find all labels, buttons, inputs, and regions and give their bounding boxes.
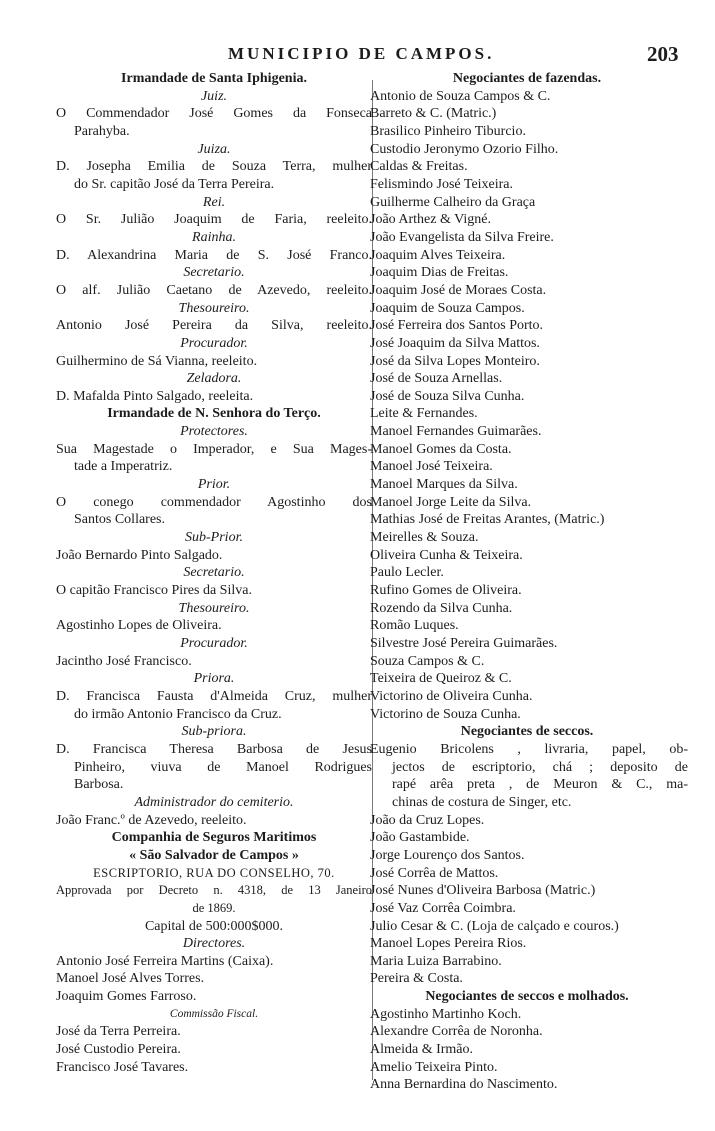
office-address: ESCRIPTORIO, RUA DO CONSELHO, 70. <box>93 865 335 880</box>
right-column <box>366 70 688 1094</box>
role-title: Directores. <box>182 936 246 952</box>
entry-line: O Commendador José Gomes da Fonseca <box>56 106 372 122</box>
merchant-entry: José da Silva Lopes Monteiro. <box>370 353 540 369</box>
entry-line: Joaquim Gomes Farroso. <box>56 989 197 1005</box>
merchant-entry: José Vaz Corrêa Coimbra. <box>370 900 516 916</box>
entry-line: Agostinho Lopes de Oliveira. <box>56 618 222 634</box>
merchant-entry: José Joaquim da Silva Mattos. <box>370 335 540 351</box>
role-title: Sub-priora. <box>181 724 247 740</box>
merchant-entry: José de Souza Arnellas. <box>370 371 503 387</box>
entry-line: D. Alexandrina Maria de S. José Franco. <box>56 247 372 263</box>
role-title: Thesoureiro. <box>178 300 250 316</box>
merchant-entry: Victorino de Souza Cunha. <box>370 706 521 722</box>
entry-line: Antonio José Ferreira Martins (Caixa). <box>56 953 274 969</box>
merchant-entry: João da Cruz Lopes. <box>370 812 485 828</box>
merchant-entry: Pereira & Costa. <box>370 971 463 987</box>
merchant-entry: Rozendo da Silva Cunha. <box>370 600 513 616</box>
merchant-entry: Joaquim Alves Teixeira. <box>370 247 506 263</box>
capital-line: Capital de 500:000$000. <box>144 918 284 934</box>
merchant-entry: Caldas & Freitas. <box>370 159 468 175</box>
entry-line: Guilhermino de Sá Vianna, reeleito. <box>56 353 258 369</box>
role-title: Procurador. <box>180 335 248 351</box>
entry-line: João Franc.º de Azevedo, reeleito. <box>56 812 247 828</box>
role-title: Sub-Prior. <box>185 530 243 546</box>
section-heading: Irmandade de Santa Iphigenia. <box>121 71 307 86</box>
merchant-entry: João Gastambide. <box>370 830 470 846</box>
merchant-entry: Custodio Jeronymo Ozorio Filho. <box>370 141 559 157</box>
merchant-entry: José de Souza Silva Cunha. <box>370 388 525 404</box>
merchant-entry: Romão Luques. <box>370 618 459 634</box>
entry-line: Francisco José Tavares. <box>56 1059 189 1075</box>
merchant-entry: Manoel José Teixeira. <box>370 459 493 475</box>
merchant-entry: Antonio de Souza Campos & C. <box>370 88 551 104</box>
entry-line: Jacintho José Francisco. <box>56 653 192 669</box>
role-title: Protectores. <box>180 424 248 440</box>
decree-note: de 1869. <box>192 900 236 915</box>
role-title: Juiz. <box>200 88 228 104</box>
role-title: Rainha. <box>192 229 236 245</box>
merchant-entry: Teixeira de Queiroz & C. <box>370 671 512 687</box>
entry-line: Manoel José Alves Torres. <box>56 971 205 987</box>
entry-continuation: tade a Imperatriz. <box>74 459 173 475</box>
merchant-entry: Julio Cesar & C. (Loja de calçado e couros.) <box>370 918 619 934</box>
entry-continuation: Barbosa. <box>74 777 124 793</box>
page-number: 203 <box>647 42 679 66</box>
merchant-entry: Amelio Teixeira Pinto. <box>370 1059 498 1075</box>
merchant-entry: Souza Campos & C. <box>370 653 485 669</box>
decree-note: Approvada por Decreto n. 4318, de 13 Janeiro <box>56 883 372 898</box>
entry-line: José da Terra Perreira. <box>56 1024 181 1040</box>
merchant-entry: Manoel Marques da Silva. <box>370 477 518 493</box>
entry-continuation: Pinheiro, viuva de Manoel Rodrigues <box>74 759 372 775</box>
section-heading: Irmandade de N. Senhora do Terço. <box>107 406 321 422</box>
entry-line: O capitão Francisco Pires da Silva. <box>56 583 252 599</box>
merchant-entry: Meirelles & Souza. <box>370 530 479 546</box>
merchant-entry: Mathias José de Freitas Arantes, (Matric.) <box>370 512 605 528</box>
merchant-entry: Brasilico Pinheiro Tiburcio. <box>370 123 526 139</box>
running-title: MUNICIPIO DE CAMPOS. <box>228 44 495 63</box>
entry-line: D. Francisca Theresa Barbosa de Jesus <box>56 741 372 757</box>
section-heading: Negociantes de seccos. <box>460 724 594 740</box>
entry-line: D. Josepha Emilia de Souza Terra, mulher <box>56 159 372 175</box>
role-title: Priora. <box>193 671 235 687</box>
entry-line: Antonio José Pereira da Silva, reeleito. <box>56 318 372 334</box>
merchant-entry: Joaquim de Souza Campos. <box>370 300 525 316</box>
entry-line: D. Francisca Fausta d'Almeida Cruz, mulher <box>56 688 372 704</box>
entry-continuation: rapé arêa preta , de Meuron & C., ma- <box>392 777 688 793</box>
merchant-entry: Barreto & C. (Matric.) <box>370 106 497 122</box>
merchant-entry: Joaquim José de Moraes Costa. <box>370 282 547 298</box>
merchant-entry: Manoel Gomes da Costa. <box>370 441 512 457</box>
entry-line: João Bernardo Pinto Salgado. <box>56 547 223 563</box>
merchant-entry: Manoel Fernandes Guimarães. <box>370 424 542 440</box>
merchant-entry: Joaquim Dias de Freitas. <box>370 265 509 281</box>
role-title: Thesoureiro. <box>178 600 250 616</box>
role-title: Administrador do cemiterio. <box>134 794 294 810</box>
entry-continuation: chinas de costura de Singer, etc. <box>392 794 572 810</box>
role-title: Commissão Fiscal. <box>169 1007 259 1020</box>
merchant-entry: Manoel Jorge Leite da Silva. <box>370 494 532 510</box>
merchant-entry: Alexandre Corrêa de Noronha. <box>370 1024 543 1040</box>
merchant-entry: João Evangelista da Silva Freire. <box>370 229 554 245</box>
merchant-entry: Almeida & Irmão. <box>370 1042 474 1058</box>
merchant-entry: Victorino de Oliveira Cunha. <box>370 688 533 704</box>
merchant-entry: Jorge Lourenço dos Santos. <box>370 847 525 863</box>
entry-line: D. Mafalda Pinto Salgado, reeleita. <box>56 388 254 404</box>
entry-line: Sua Magestade o Imperador, e Sua Mages- <box>56 441 372 457</box>
entry-line: O alf. Julião Caetano de Azevedo, reeleito. <box>56 282 372 298</box>
merchant-entry: Rufino Gomes de Oliveira. <box>370 583 522 599</box>
role-title: Procurador. <box>180 636 248 651</box>
merchant-entry: Oliveira Cunha & Teixeira. <box>370 547 523 563</box>
role-title: Prior. <box>197 477 231 493</box>
entry-line: O conego commendador Agostinho dos <box>56 494 372 510</box>
section-heading: Negociantes de seccos e molhados. <box>425 989 629 1005</box>
merchant-entry: Felismindo José Teixeira. <box>370 176 514 192</box>
merchant-entry: Silvestre José Pereira Guimarães. <box>370 636 558 651</box>
role-title: Zeladora. <box>186 371 242 387</box>
entry-line: José Custodio Pereira. <box>56 1042 181 1058</box>
merchant-entry: Guilherme Calheiro da Graça <box>370 194 536 210</box>
merchant-entry: Eugenio Bricolens , livraria, papel, ob- <box>370 741 688 757</box>
section-heading: « São Salvador de Campos » <box>129 847 299 863</box>
merchant-entry: José Ferreira dos Santos Porto. <box>370 318 544 334</box>
entry-continuation: Parahyba. <box>74 123 130 139</box>
merchant-entry: Manoel Lopes Pereira Rios. <box>370 936 527 952</box>
merchant-entry: Agostinho Martinho Koch. <box>370 1006 522 1022</box>
merchant-entry: José Nunes d'Oliveira Barbosa (Matric.) <box>370 883 596 899</box>
role-title: Juiza. <box>197 141 231 157</box>
entry-continuation: do irmão Antonio Francisco da Cruz. <box>74 706 282 722</box>
section-heading: Negociantes de fazendas. <box>452 71 602 86</box>
entry-continuation: do Sr. capitão José da Terra Pereira. <box>74 176 275 192</box>
left-column <box>56 70 372 1076</box>
role-title: Rei. <box>202 194 226 210</box>
role-title: Secretario. <box>183 265 245 281</box>
merchant-entry: Anna Bernardina do Nascimento. <box>370 1077 558 1093</box>
entry-continuation: jectos de escriptorio, chá ; deposito de <box>392 759 688 775</box>
entry-continuation: Santos Collares. <box>74 512 165 528</box>
entry-line: O Sr. Julião Joaquim de Faria, reeleito. <box>56 212 372 228</box>
merchant-entry: Paulo Lecler. <box>370 565 444 581</box>
merchant-entry: José Corrêa de Mattos. <box>370 865 499 881</box>
merchant-entry: João Arthez & Vigné. <box>370 212 491 228</box>
section-heading: Companhia de Seguros Maritimos <box>111 830 317 846</box>
role-title: Secretario. <box>183 565 245 581</box>
merchant-entry: Leite & Fernandes. <box>370 406 478 422</box>
merchant-entry: Maria Luiza Barrabino. <box>370 953 502 969</box>
